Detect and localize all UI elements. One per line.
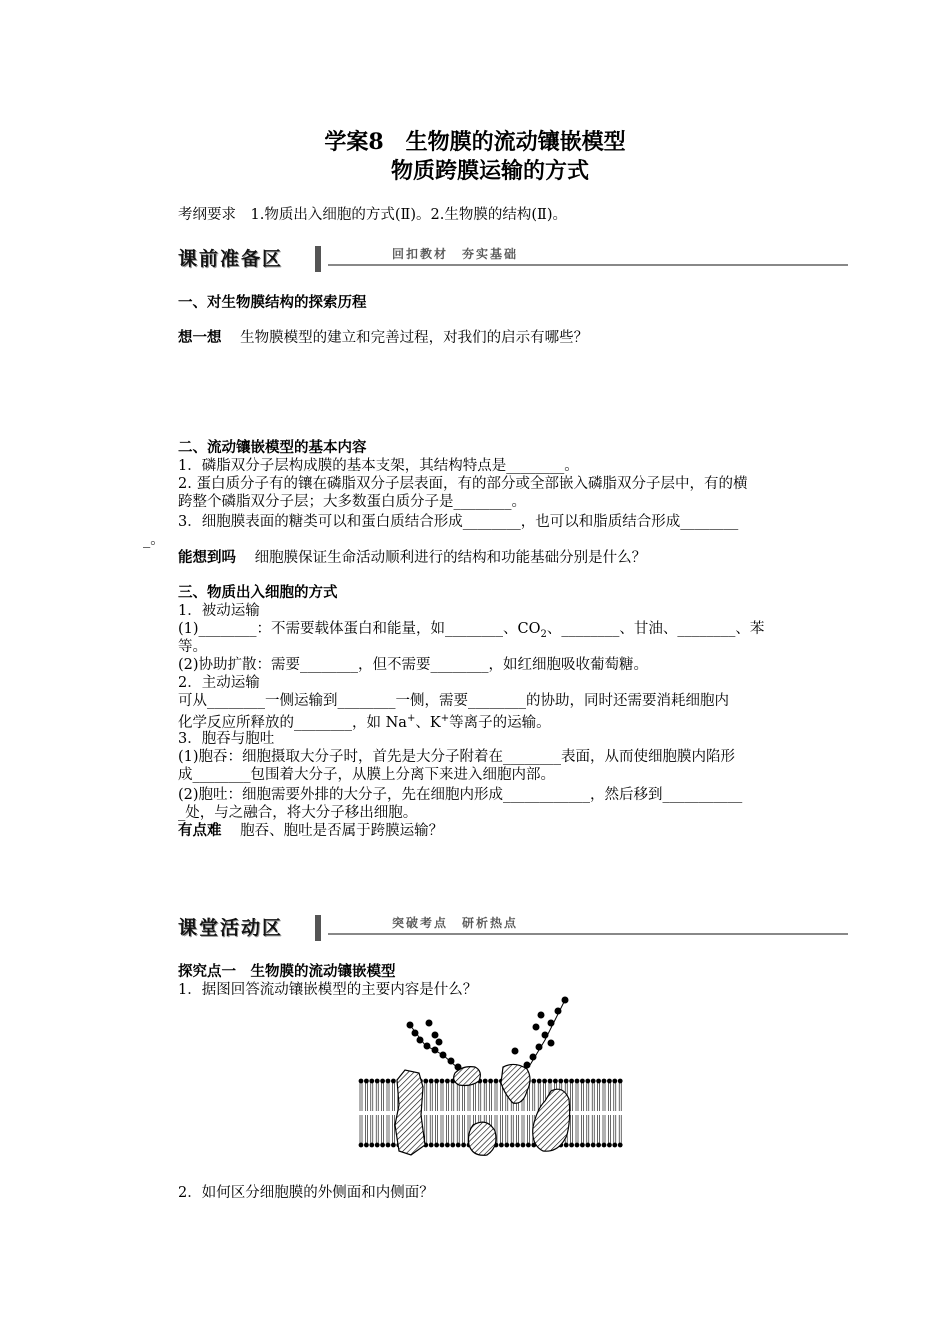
lipid-head — [575, 1143, 580, 1148]
banner-subtitle: 回扣教材 夯实基础 — [392, 247, 519, 261]
lipid-head — [375, 1079, 380, 1084]
section3-p8: 3．胞吞与胞吐 — [178, 731, 275, 747]
lipid-tail — [581, 1083, 583, 1111]
lipid-head — [434, 1079, 439, 1084]
section3-p11: (2)胞吐：细胞需要外排的大分子，先在细胞内形成____________，然后移到___________ — [178, 787, 743, 803]
lipid-tail — [533, 1083, 535, 1111]
lipid-tail — [608, 1083, 610, 1111]
protein-right-top — [501, 1064, 530, 1103]
lipid-tail — [376, 1083, 378, 1111]
lipid-tail — [576, 1083, 578, 1111]
lipid-tail — [479, 1083, 481, 1111]
lipid-head — [364, 1143, 369, 1148]
protein-left — [395, 1070, 425, 1155]
lipid-head — [369, 1143, 374, 1148]
lipid-head — [575, 1079, 580, 1084]
lipid-head — [494, 1079, 499, 1084]
lipid-tail — [587, 1083, 589, 1111]
banner-subtitle: 突破考点 研析热点 — [392, 916, 519, 930]
lipid-head — [380, 1143, 385, 1148]
lipid-head — [483, 1079, 488, 1084]
banner-bar — [315, 246, 321, 272]
lipid-tail — [457, 1115, 459, 1143]
lipid-head — [569, 1079, 574, 1084]
lipid-tail — [430, 1083, 432, 1111]
lipid-tail — [619, 1115, 621, 1143]
lipid-head — [369, 1079, 374, 1084]
lipid-head — [445, 1143, 450, 1148]
text: 、K — [415, 714, 441, 731]
lipid-head — [434, 1143, 439, 1148]
lipid-tail — [592, 1115, 594, 1143]
lipid-tail — [571, 1115, 573, 1143]
lipid-head — [423, 1079, 428, 1084]
lipid-head — [440, 1143, 445, 1148]
lipid-tail — [387, 1115, 389, 1143]
lipid-tail — [527, 1115, 529, 1143]
superscript: + — [440, 713, 450, 724]
lipid-tail — [463, 1083, 465, 1111]
banner-pre-class — [178, 244, 848, 274]
section3-p12: _处，与之融合，将大分子移出细胞。 — [178, 805, 418, 821]
lipid-head — [461, 1143, 466, 1148]
lipid-tail — [500, 1115, 502, 1143]
lipid-tail — [371, 1115, 373, 1143]
lipid-head — [564, 1143, 569, 1148]
banner-title: 课前准备区 — [178, 248, 284, 270]
protein-bottom-center — [469, 1122, 497, 1155]
banner-rule — [328, 264, 848, 266]
lipid-tail — [436, 1083, 438, 1111]
lipid-head — [440, 1079, 445, 1084]
glycoprotein-chain-right — [512, 997, 568, 1068]
lipid-head — [580, 1079, 585, 1084]
lipid-head — [429, 1143, 434, 1148]
lipid-head — [445, 1079, 450, 1084]
lipid-head — [510, 1143, 515, 1148]
lipid-tail — [425, 1083, 427, 1111]
lipid-tail — [436, 1115, 438, 1143]
banner-title: 课堂活动区 — [178, 917, 284, 939]
lipid-head — [612, 1079, 617, 1084]
lipid-head — [607, 1143, 612, 1148]
lipid-head — [602, 1143, 607, 1148]
lipid-head — [542, 1079, 547, 1084]
lipid-tail — [360, 1115, 362, 1143]
text: (1)________：不需要载体蛋白和能量，如________、CO — [178, 621, 541, 637]
lipid-tail — [365, 1115, 367, 1143]
hard-text: 胞吞、胞吐是否属于跨膜运输？ — [240, 823, 444, 839]
lipid-tail — [511, 1115, 513, 1143]
lipid-tail — [425, 1115, 427, 1143]
lipid-tail — [382, 1115, 384, 1143]
lipid-tail — [452, 1115, 454, 1143]
lipid-head — [499, 1143, 504, 1148]
lipid-head — [537, 1079, 542, 1084]
lipid-tail — [598, 1115, 600, 1143]
lipid-tail — [452, 1083, 454, 1111]
lipid-tail — [430, 1115, 432, 1143]
lipid-tail — [376, 1115, 378, 1143]
text: 化学反应所释放的________，如 Na — [178, 714, 407, 731]
text: 等离子的运输。 — [449, 714, 551, 731]
lipid-tail — [619, 1083, 621, 1111]
banner-in-class — [178, 913, 848, 943]
think-label: 能想到吗 — [178, 550, 236, 566]
section2-item2b: 跨整个磷脂双分子层；大多数蛋白质分子是________。 — [178, 494, 526, 510]
lipid-head — [386, 1079, 391, 1084]
think-block-1 — [178, 329, 588, 347]
hard-label: 有点难 — [178, 823, 222, 839]
lipid-head — [429, 1079, 434, 1084]
section3-p6: 可从________一侧运输到________一侧，需要________的协助，同时还需要消耗细胞内 — [178, 693, 729, 709]
lipid-tail — [446, 1115, 448, 1143]
lipid-tail — [484, 1083, 486, 1111]
section3-p2 — [178, 620, 764, 644]
banner-bar — [315, 915, 321, 941]
lipid-head — [591, 1143, 596, 1148]
lipid-tail — [576, 1115, 578, 1143]
lipid-tail — [603, 1115, 605, 1143]
lipid-tail — [360, 1083, 362, 1111]
lipid-head — [391, 1079, 396, 1084]
lipid-head — [380, 1079, 385, 1084]
lipid-tail — [446, 1083, 448, 1111]
lipid-head — [359, 1143, 364, 1148]
lipid-tail — [468, 1083, 470, 1111]
section3-p4: (2)协助扩散：需要________，但不需要________，如红细胞吸收葡萄糖。 — [178, 657, 649, 673]
lipid-head — [386, 1143, 391, 1148]
lipid-head — [558, 1079, 563, 1084]
lipid-head — [607, 1079, 612, 1084]
lipid-head — [488, 1079, 493, 1084]
lipid-head — [585, 1143, 590, 1148]
section3-p7 — [178, 710, 551, 732]
lipid-tail — [522, 1115, 524, 1143]
lipid-head — [531, 1079, 536, 1084]
think-label: 想一想 — [178, 330, 222, 346]
lipid-head — [612, 1143, 617, 1148]
lipid-tail — [608, 1115, 610, 1143]
lipid-tail — [571, 1083, 573, 1111]
section2-item2a: 2. 蛋白质分子有的镶在磷脂双分子层表面，有的部分或全部嵌入磷脂双分子层中，有的横 — [178, 476, 748, 492]
requirements: 考纲要求 1.物质出入细胞的方式(Ⅱ)。2.生物膜的结构(Ⅱ)。 — [178, 207, 568, 223]
page-title: 学案8 生物膜的流动镶嵌模型 — [324, 129, 626, 155]
lipid-head — [504, 1143, 509, 1148]
lipid-head — [553, 1079, 558, 1084]
lipid-tail — [382, 1083, 384, 1111]
lipid-head — [596, 1143, 601, 1148]
lipid-tail — [581, 1115, 583, 1143]
lipid-tail — [473, 1083, 475, 1111]
section2-item3b: _。 — [143, 532, 165, 548]
lipid-head — [391, 1143, 396, 1148]
lipid-head — [521, 1143, 526, 1148]
lipid-tail — [614, 1115, 616, 1143]
lipid-head — [618, 1079, 623, 1084]
section4-q1: 1．据图回答流动镶嵌模型的主要内容是什么？ — [178, 982, 478, 998]
section1-heading: 一、对生物膜结构的探索历程 — [178, 295, 367, 311]
section2-item1: 1．磷脂双分子层构成膜的基本支架，其结构特点是________。 — [178, 458, 579, 474]
section4-heading: 探究点一 生物膜的流动镶嵌模型 — [178, 964, 396, 980]
lipid-tail — [371, 1083, 373, 1111]
lipid-tail — [495, 1083, 497, 1111]
lipid-head — [602, 1079, 607, 1084]
lipid-head — [596, 1079, 601, 1084]
glycoprotein-chain-left — [407, 1020, 461, 1070]
lipid-tail — [387, 1083, 389, 1111]
superscript: + — [406, 713, 416, 724]
lipid-tail — [506, 1115, 508, 1143]
section3-p1: 1．被动运输 — [178, 603, 260, 619]
lipid-head — [456, 1143, 461, 1148]
lipid-head — [364, 1079, 369, 1084]
lipid-tail — [457, 1083, 459, 1111]
section2-item3a: 3．细胞膜表面的糖类可以和蛋白质结合形成________，也可以和脂质结合形成________ — [178, 514, 739, 530]
lipid-head — [569, 1143, 574, 1148]
page-subtitle: 物质跨膜运输的方式 — [390, 158, 589, 184]
think-text: 生物膜模型的建立和完善过程，对我们的启示有哪些？ — [240, 330, 589, 346]
section3-p3: 等。 — [178, 639, 207, 655]
lipid-head — [618, 1143, 623, 1148]
lipid-tail — [392, 1083, 394, 1111]
subscript: 2 — [540, 628, 547, 640]
lipid-head — [591, 1079, 596, 1084]
section3-p5: 2．主动运输 — [178, 675, 260, 691]
lipid-tail — [592, 1083, 594, 1111]
lipid-tail — [441, 1083, 443, 1111]
section3-heading: 三、物质出入细胞的方式 — [178, 585, 338, 601]
lipid-head — [450, 1143, 455, 1148]
lipid-head — [564, 1079, 569, 1084]
think-block-2 — [178, 549, 646, 567]
hard-block — [178, 822, 443, 840]
lipid-head — [375, 1143, 380, 1148]
lipid-tail — [587, 1115, 589, 1143]
lipid-head — [515, 1143, 520, 1148]
lipid-tail — [365, 1083, 367, 1111]
lipid-head — [585, 1079, 590, 1084]
text: 、________、甘油、________、苯 — [546, 621, 765, 637]
think-text: 细胞膜保证生命活动顺利进行的结构和功能基础分别是什么？ — [254, 550, 647, 566]
lipid-head — [580, 1143, 585, 1148]
section2-heading: 二、流动镶嵌模型的基本内容 — [178, 440, 367, 456]
lipid-tail — [614, 1083, 616, 1111]
lipid-tail — [598, 1083, 600, 1111]
lipid-tail — [490, 1083, 492, 1111]
lipid-head — [359, 1079, 364, 1084]
section3-p10: 成________包围着大分子，从膜上分离下来进入细胞内部。 — [178, 767, 555, 783]
lipid-tail — [392, 1115, 394, 1143]
membrane-diagram — [355, 995, 630, 1165]
banner-rule — [328, 933, 848, 935]
lipid-tail — [603, 1083, 605, 1111]
lipid-tail — [517, 1115, 519, 1143]
section4-q2: 2．如何区分细胞膜的外侧面和内侧面？ — [178, 1185, 434, 1201]
section3-p9: (1)胞吞：细胞摄取大分子时，首先是大分子附着在________表面，从而使细胞膜内陷形 — [178, 749, 736, 765]
lipid-head — [526, 1143, 531, 1148]
lipid-tail — [441, 1115, 443, 1143]
lipid-tail — [463, 1115, 465, 1143]
lipid-head — [548, 1079, 553, 1084]
